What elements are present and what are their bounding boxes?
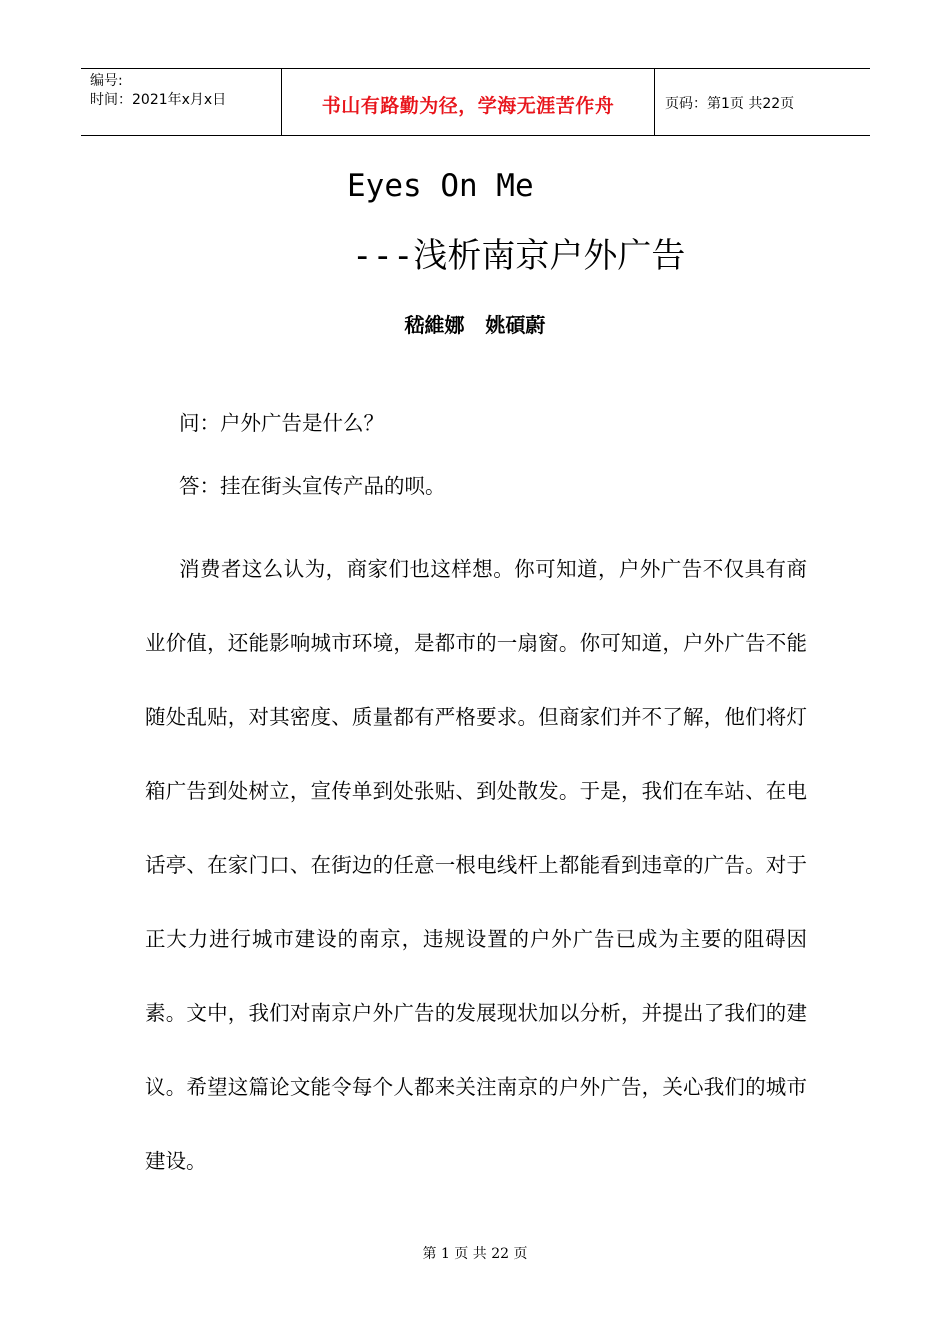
header-motto-cell (282, 69, 655, 135)
title-chinese: ---浅析南京户外广告 (352, 236, 686, 276)
document-date: 时间：2021年x月x日 (90, 92, 227, 108)
motto-text: 书山有路勤为径，学海无涯苦作舟 (321, 94, 615, 117)
header-page-cell (655, 69, 870, 135)
title-english: Eyes On Me (347, 168, 534, 204)
header-meta-cell (81, 69, 282, 135)
document-header (81, 68, 870, 136)
body-paragraph: 消费者这么认为，商家们也这样想。你可知道，户外广告不仅具有商业价值，还能影响城市环境，是都市的一扇窗。你可知道，户外广告不能随处乱贴，对其密度、质量都有严格要求。但商家们并不了解，他们将灯箱广告到处树立，宣传单到处张贴、到处散发。于是，我们在车站、在电话亭、在家门口、在街边的任意一根电线杆上都能看到违章的广告。对于正大力进行城市建设的南京，违规设置的户外广告已成为主要的阻碍因素。文中，我们对南京户外广告的发展现状加以分析，并提出了我们的建议。希望这篇论文能令每个人都来关注南京的户外广告，关心我们的城市建设。 (145, 557, 807, 1173)
page-footer: 第 1 页 共 22 页 (422, 1246, 528, 1262)
question-line: 问：户外广告是什么？ (179, 411, 384, 435)
document-number-label: 编号: (90, 73, 123, 89)
header-page-info: 页码：第1页 共22页 (665, 96, 795, 112)
answer-line: 答：挂在街头宣传产品的呗。 (179, 474, 446, 498)
authors: 嵇維娜 姚碩蔚 (404, 313, 546, 337)
